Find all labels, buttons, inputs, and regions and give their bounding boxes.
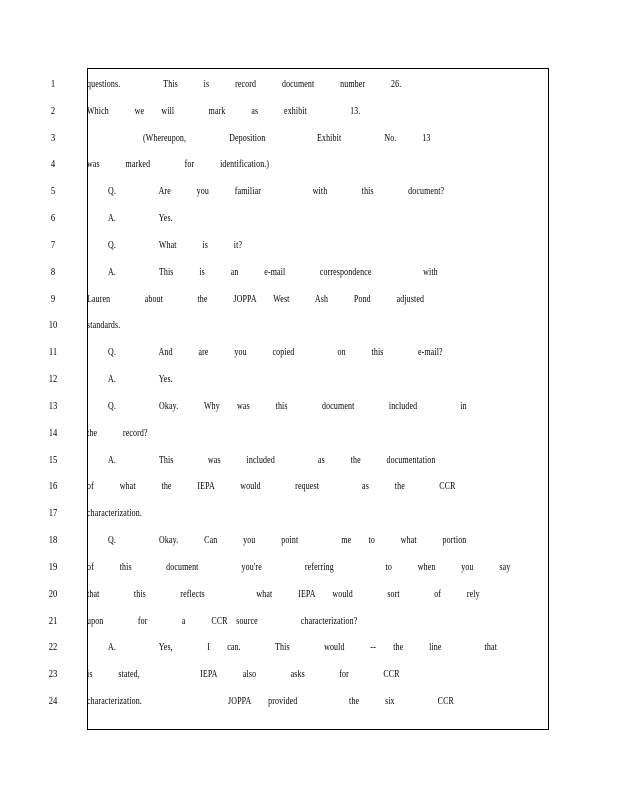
line-number: 8	[50, 266, 56, 278]
line-text: Which we will mark as exhibit 13.	[87, 105, 361, 117]
transcript-line	[0, 637, 618, 657]
line-number: 16	[48, 480, 58, 492]
line-number: 24	[48, 695, 58, 707]
transcript-line	[0, 530, 618, 550]
line-number: 21	[48, 615, 58, 627]
line-number: 15	[48, 454, 58, 466]
line-number: 9	[50, 293, 56, 305]
line-text: Q. Okay. Why was this document included in	[108, 400, 467, 412]
line-number: 22	[48, 641, 58, 653]
line-text: characterization.	[87, 507, 143, 519]
transcript-line	[0, 289, 618, 309]
line-number: 12	[48, 373, 58, 385]
line-number: 23	[48, 668, 58, 680]
transcript-line	[0, 691, 618, 711]
line-number: 1	[50, 78, 56, 90]
line-number: 5	[50, 185, 56, 197]
line-text: Q. What is it?	[108, 239, 243, 251]
line-text: of what the IEPA would request as the CCR	[87, 480, 456, 492]
line-text: that this reflects what IEPA would sort of rely	[87, 588, 480, 600]
transcript-line	[0, 235, 618, 255]
line-text: (Whereupon, Deposition Exhibit No. 13	[143, 132, 431, 144]
transcript-line	[0, 664, 618, 684]
line-text: standards.	[87, 319, 121, 331]
transcript-line	[0, 396, 618, 416]
transcript-line	[0, 342, 618, 362]
line-text: Lauren about the JOPPA West Ash Pond adjusted	[87, 293, 425, 305]
line-text: questions. This is record document number 26.	[87, 78, 402, 90]
transcript-line	[0, 476, 618, 496]
transcript-line	[0, 503, 618, 523]
line-text: A. Yes, I can. This would -- the line that	[108, 641, 498, 653]
line-number: 20	[48, 588, 58, 600]
transcript-line	[0, 450, 618, 470]
transcript-line	[0, 181, 618, 201]
line-text: Q. Okay. Can you point me to what portion	[108, 534, 467, 546]
line-text: A. Yes.	[108, 212, 173, 224]
line-text: A. This was included as the documentation	[108, 454, 436, 466]
line-text: Q. And are you copied on this e-mail?	[108, 346, 443, 358]
transcript-line	[0, 557, 618, 577]
line-number: 2	[50, 105, 56, 117]
transcript-line	[0, 584, 618, 604]
line-number: 7	[50, 239, 56, 251]
line-text: characterization. JOPPA provided the six CCR	[87, 695, 454, 707]
line-text: was marked for identification.)	[87, 158, 270, 170]
transcript-line	[0, 262, 618, 282]
line-number: 3	[50, 132, 56, 144]
line-text: A. This is an e-mail correspondence with	[108, 266, 438, 278]
transcript-line	[0, 128, 618, 148]
line-number: 13	[48, 400, 58, 412]
line-text: Q. Are you familiar with this document?	[108, 185, 445, 197]
transcript-line	[0, 74, 618, 94]
line-number: 19	[48, 561, 58, 573]
line-number: 18	[48, 534, 58, 546]
transcript-line	[0, 423, 618, 443]
transcript-line	[0, 315, 618, 335]
line-number: 17	[48, 507, 58, 519]
line-number: 6	[50, 212, 56, 224]
line-number: 4	[50, 158, 56, 170]
line-text: the record?	[87, 427, 148, 439]
transcript-line	[0, 611, 618, 631]
line-number: 14	[48, 427, 58, 439]
transcript-line	[0, 208, 618, 228]
line-text: of this document you're referring to when you say	[87, 561, 511, 573]
line-number: 11	[48, 346, 58, 358]
line-text: A. Yes.	[108, 373, 173, 385]
line-text: upon for a CCR source characterization?	[87, 615, 358, 627]
line-number: 10	[48, 319, 58, 331]
transcript-line	[0, 369, 618, 389]
line-text: is stated, IEPA also asks for CCR	[87, 668, 400, 680]
transcript-line	[0, 154, 618, 174]
transcript-line	[0, 101, 618, 121]
